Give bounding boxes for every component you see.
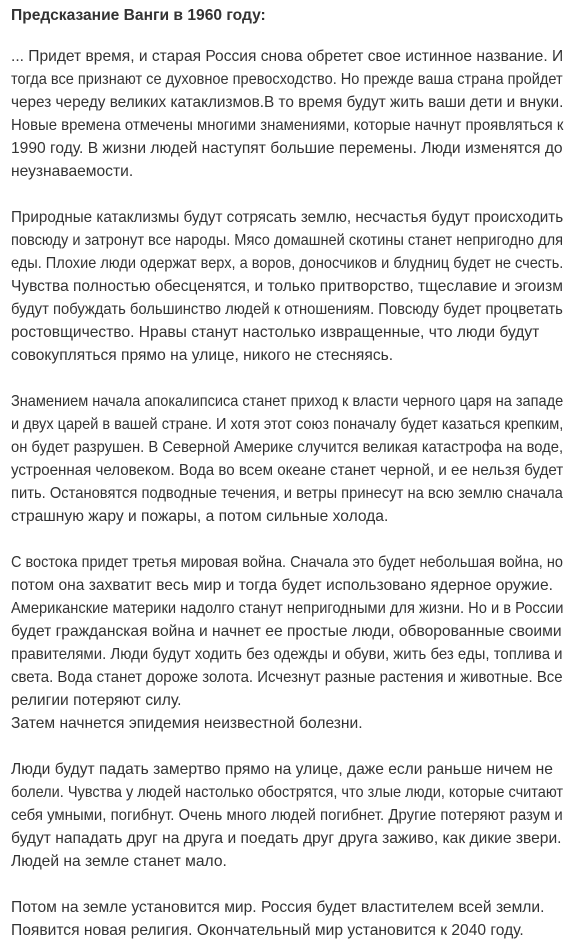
text-line: 1990 году. В жизни людей наступят большие перемены. Люди изменятся до [11, 140, 563, 157]
text-line: тогда все признают се духовное превосходство. Но прежде ваша страна пройдет [11, 71, 563, 88]
text-line: света. Вода станет дороже золота. Исчезнут разные растения и животные. Все [11, 669, 563, 686]
text-line: ... Придет время, и старая Россия снова обретет свое истинное название. И [11, 48, 564, 65]
document-title: Предсказание Ванги в 1960 году: [11, 7, 266, 24]
document-body [11, 4, 563, 942]
text-line: правителями. Люди будут ходить без одежды и обуви, жить без еды, топлива и [11, 646, 563, 663]
text-line: Появится новая религия. Окончательный мир установится к 2040 году. [11, 922, 524, 939]
text-line: себя умными, погибнут. Очень много людей погибнет. Другие потеряют разум и [11, 807, 563, 824]
text-line: пить. Остановятся подводные течения, и ветры принесут на всю землю сначала [11, 485, 563, 502]
text-line: устроенная человеком. Вода во всем океане станет черной, и ее нельзя будет [11, 462, 564, 479]
paragraph-5 [11, 758, 563, 873]
text-line: будут побуждать большинство людей к отношениям. Повсюду будет процветать [11, 301, 563, 318]
paragraph-2 [11, 206, 563, 367]
text-line: неузнаваемости. [11, 163, 134, 180]
text-line: Знамением начала апокалипсиса станет приход к власти черного царя на западе [11, 393, 564, 410]
text-line: еды. Плохие люди одержат верх, а воров, доносчиков и блудниц будет не счесть. [11, 255, 564, 272]
text-line: С востока придет третья мировая война. Сначала это будет небольшая война, но [11, 554, 563, 571]
text-line: Чувства полностью обесценятся, и только притворство, тщеславие и эгоизм [11, 278, 563, 295]
text-line: Затем начнется эпидемия неизвестной болезни. [11, 715, 363, 732]
text-line: совокупляться прямо на улице, никого не стесняясь. [11, 347, 394, 364]
text-line: ростовщичество. Нравы станут настолько извращенные, что люди будут [11, 324, 540, 341]
paragraph-3 [11, 390, 563, 528]
text-line: потом она захватит весь мир и тогда будет использовано ядерное оружие. [11, 577, 553, 594]
text-line: повсюду и затронут все народы. Мясо домашней скотины станет непригодно для [11, 232, 564, 249]
text-line: Людей на земле станет мало. [11, 853, 227, 870]
text-line: Новые времена отмечены многими знамениями, которые начнут проявляться к [11, 117, 564, 134]
paragraph-6 [11, 896, 563, 942]
paragraph-4 [11, 551, 563, 735]
text-line: будет гражданская война и начнет ее простые люди, обворованные своими [11, 623, 562, 640]
text-line: Природные катаклизмы будут сотрясать землю, несчастья будут происходить [11, 209, 564, 226]
text-line: Потом на земле установится мир. Россия будет властителем всей земли. [11, 899, 545, 916]
paragraph-1 [11, 45, 563, 183]
text-line: Люди будут падать замертво прямо на улице, даже если раньше ничем не [11, 761, 553, 778]
text-line: Американские материки надолго станут непригодными для жизни. Но и в России [11, 600, 564, 617]
text-line: будут нападать друг на друга и поедать друг друга заживо, как дикие звери. [11, 830, 562, 847]
text-line: через череду великих катаклизмов.В то время будут жить ваши дети и внуки. [11, 94, 564, 111]
text-line: он будет разрушен. В Северной Америке случится великая катастрофа на воде, [11, 439, 564, 456]
text-line: религии потеряют силу. [11, 692, 182, 709]
text-line: болели. Чувства у людей настолько обострятся, что злые люди, которые считают [11, 784, 564, 801]
text-line: и двух царей в вашей стране. И хотя этот союз поначалу будет казаться крепким, [11, 416, 564, 433]
text-line: страшную жару и пожары, а потом сильные холода. [11, 508, 389, 525]
